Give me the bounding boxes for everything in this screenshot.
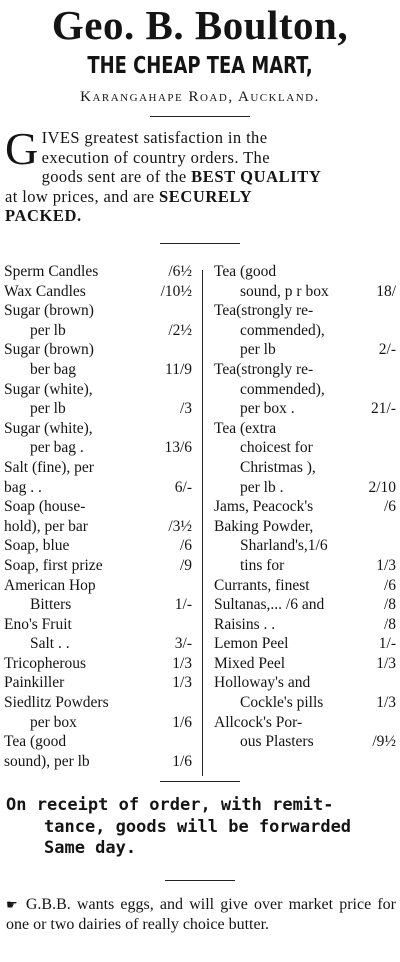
item-name: ber bag [30,360,77,378]
item-name: Jams, Peacock's [214,498,314,516]
item-price: 1/3 [376,694,396,712]
delivery-line-3: Same day. [44,838,137,858]
item-name: Salt . . [30,635,70,653]
item-name: Allcock's Por- [214,713,303,731]
price-list-row [214,399,396,419]
item-price: 1/6 [172,752,192,770]
intro-line-2: execution of country orders. The [41,147,270,167]
price-list-row [4,713,192,733]
item-name: Sugar (white), [4,380,93,398]
item-price: /2½ [168,321,192,339]
item-name: Eno's Fruit [4,615,72,633]
price-list-row [4,301,192,321]
item-price: /6 [179,537,192,555]
price-list-row [4,262,192,282]
price-list-row [214,713,396,733]
intro-best-quality: BEST QUALITY [191,167,322,186]
item-name: Bitters [30,596,72,614]
item-price: 1/6 [172,713,192,731]
price-list-row [214,438,396,458]
item-name: bag . . [4,478,42,496]
item-name: per lb [30,400,66,418]
price-list-row [4,536,192,556]
price-list-row [214,634,396,654]
item-price: 11/9 [165,360,192,378]
price-list-right [214,262,396,752]
item-name: Painkiller [4,674,65,692]
item-price: 1/3 [172,654,192,672]
item-price: /6 [383,576,396,594]
price-list-row [214,340,396,360]
item-price: /8 [383,615,396,633]
item-name: tins for [240,556,285,574]
item-name: per bag . [30,439,84,457]
drop-cap: G [5,123,39,174]
item-price: 1/3 [172,674,192,692]
pointing-hand-icon: ☛ [6,897,18,912]
price-list-row [214,282,396,302]
item-name: Holloway's and [214,674,311,692]
column-divider [202,270,203,776]
item-name: Soap, first prize [4,556,103,574]
price-list-row [4,595,192,615]
price-list-row [214,321,396,341]
item-price: /3 [179,400,192,418]
item-name: Sugar (white), [4,419,93,437]
item-name: Cockle's pills [240,694,324,712]
item-price: 13/6 [164,439,192,457]
shop-address: Karangahape Road, Auckland. [80,89,320,105]
intro-securely: SECURELY [158,186,253,206]
eggs-notice [6,895,396,934]
item-name: Mixed Peel [214,654,286,672]
price-list-row [214,536,396,556]
price-list-row [4,673,192,693]
price-list-row [4,654,192,674]
footer-divider [165,880,235,881]
intro-line-3a: goods sent are of the [41,167,187,186]
price-list-row [4,576,192,596]
delivery-notice [6,795,398,860]
price-list-row [214,478,396,498]
item-price: 2/10 [368,478,396,496]
item-name: hold), per bar [4,517,88,535]
price-list-row [4,693,192,713]
item-name: sound, p r box [240,282,329,300]
item-price: 21/- [371,400,396,418]
price-list-row [4,340,192,360]
price-list-row [214,419,396,439]
shop-tagline: THE CHEAP TEA MART, [87,53,313,79]
price-list-row [214,380,396,400]
item-name: Sultanas,... /6 and [214,596,325,614]
intro-paragraph [5,123,395,226]
delivery-line-1: On receipt of order, with remit- [6,795,334,815]
merchant-name: Geo. B. Boulton, [51,2,349,48]
item-price: /6½ [168,263,192,280]
item-name: sound), per lb [4,752,90,770]
item-name: Sugar (brown) [4,341,94,359]
item-name: Tea (good [214,263,277,280]
item-name: per box . [240,400,295,418]
item-name: Raisins . . [214,615,276,633]
item-price: 3/- [174,635,192,653]
delivery-line-2: tance, goods will be forwarded [44,816,352,837]
item-name: Soap (house- [4,498,86,516]
price-list-left [4,262,192,771]
price-list-row [4,732,192,752]
item-price: 6/- [174,478,192,496]
item-name: Soap, blue [4,537,70,555]
item-name: commended), [240,321,325,339]
price-list-row [4,419,192,439]
price-list-row [214,576,396,596]
price-list-row [4,321,192,341]
eggs-notice-text: G.B.B. wants eggs, and will give over market price for one or two dairies of really choice butter. [6,896,397,933]
item-name: Sugar (brown) [4,302,94,320]
item-name: choicest for [240,439,313,457]
item-name: Tea (good [4,733,67,751]
intro-packed: PACKED. [5,206,82,225]
item-name: per lb [240,341,276,359]
item-name: Lemon Peel [214,635,289,653]
price-list-row [214,497,396,517]
price-list-row [214,517,396,537]
price-list-row [214,654,396,674]
price-list-row [4,634,192,654]
price-list-row [214,458,396,478]
price-list-row [4,497,192,517]
item-name: per box [30,713,77,731]
item-price: /9 [179,556,192,574]
item-name: Siedlitz Powders [4,694,109,712]
item-name: Salt (fine), per [4,458,94,476]
price-list-row [4,615,192,635]
price-list-row [214,615,396,635]
price-list-row [214,693,396,713]
item-price: 2/- [378,341,396,359]
item-price: 1/3 [376,654,396,672]
item-price: /9½ [372,733,396,751]
item-name: Sharland's,1/6 [240,537,328,555]
item-name: Sperm Candles [4,263,99,280]
price-list-row [4,380,192,400]
intro-divider [160,243,240,244]
item-price: /3½ [168,517,192,535]
item-name: ous Plasters [240,733,314,751]
item-name: Tea(strongly re- [214,302,314,320]
item-price: /10½ [160,282,192,300]
item-price: 18/ [376,282,396,300]
price-list-row [4,458,192,478]
item-name: Christmas ), [240,458,316,476]
price-list-row [4,517,192,537]
price-list-row [4,478,192,498]
item-name: Currants, finest [214,576,310,594]
item-name: Tea(strongly re- [214,360,314,378]
price-list-row [214,360,396,380]
item-name: Tea (extra [214,419,277,437]
item-name: Tricopherous [4,654,87,672]
item-name: American Hop [4,576,96,594]
item-name: Baking Powder, [214,517,314,535]
price-list-row [214,556,396,576]
item-price: /8 [383,596,396,614]
intro-line-1: IVES greatest satisfaction in the [41,128,268,147]
price-list-row [214,262,396,282]
price-list-row [4,360,192,380]
item-name: per lb [30,321,66,339]
header-divider [150,116,250,117]
item-price: 1/- [378,635,396,653]
item-price: /6 [383,498,396,516]
list-divider [160,781,240,782]
price-list-row [4,399,192,419]
item-name: commended), [240,380,325,398]
item-name: per lb . [240,478,284,496]
price-list-row [4,752,192,772]
item-price: 1/3 [376,556,396,574]
intro-line-4a: at low prices, and are [5,186,155,206]
price-list-row [214,595,396,615]
price-list-row [214,673,396,693]
price-list-row [214,301,396,321]
price-list-row [4,282,192,302]
price-list-row [4,556,192,576]
item-name: Wax Candles [4,282,86,300]
price-list-row [4,438,192,458]
price-list-row [214,732,396,752]
item-price: 1/- [174,596,192,614]
